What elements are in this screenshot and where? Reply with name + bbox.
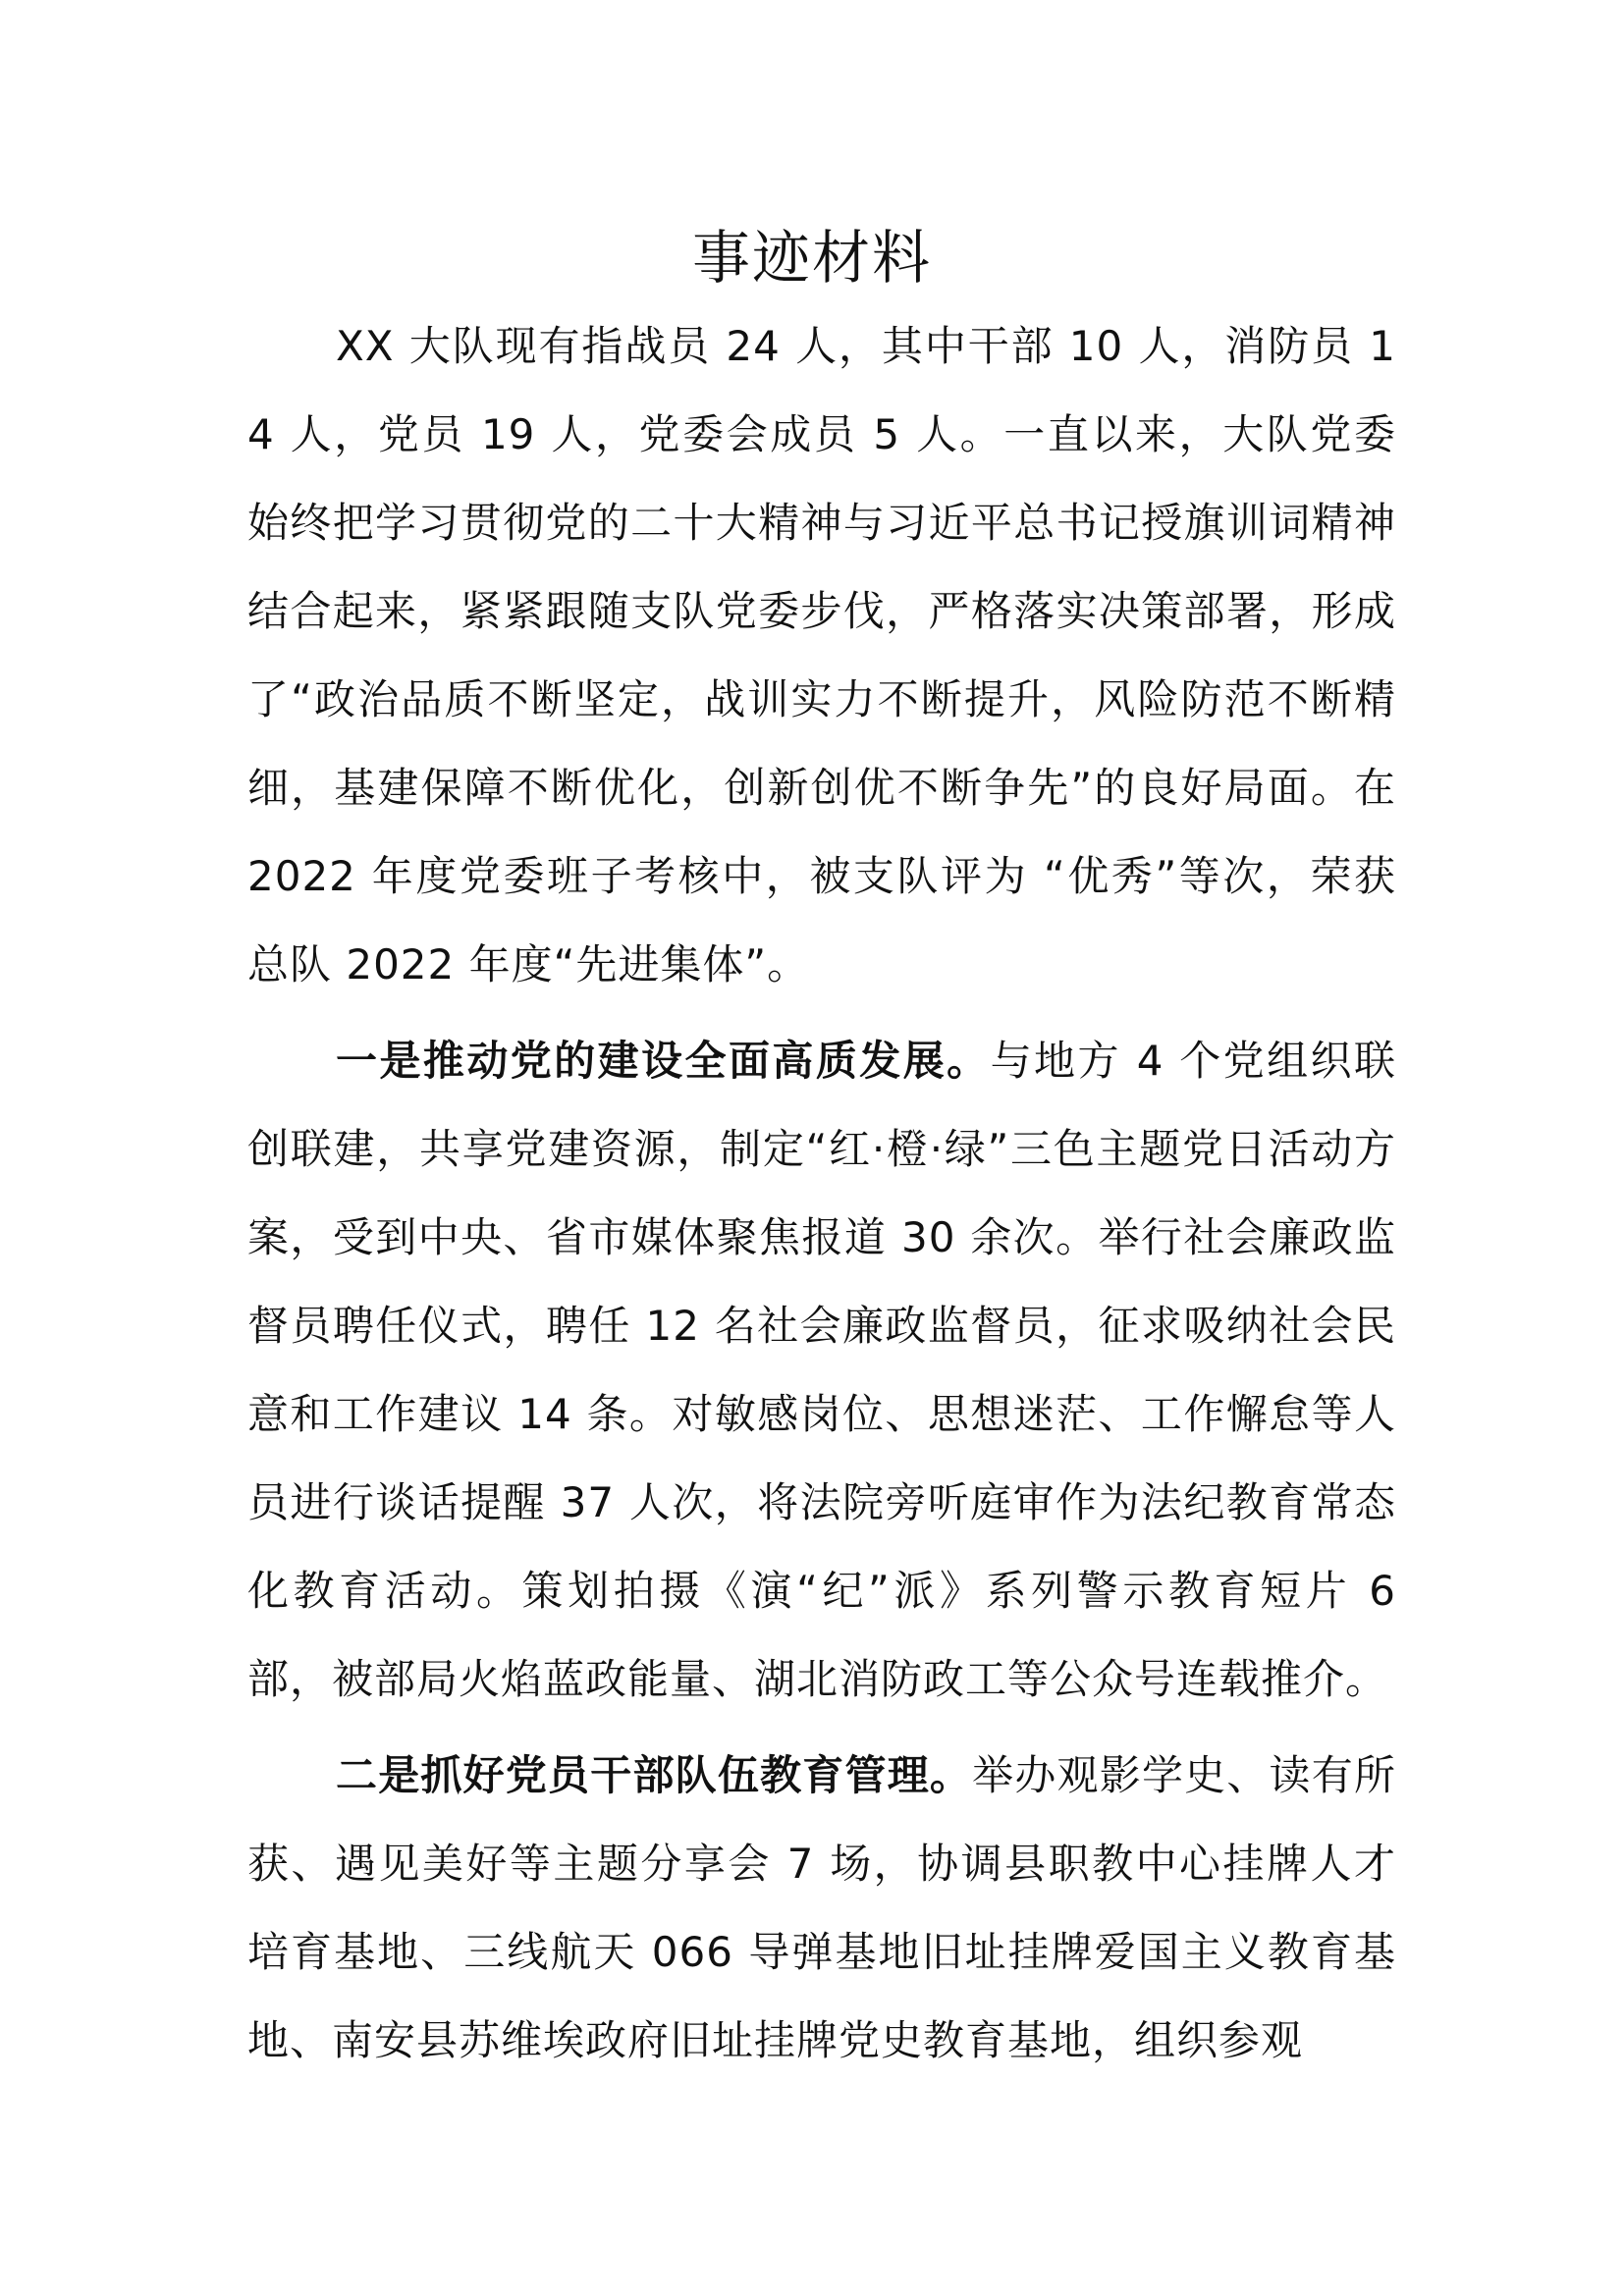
paragraph-intro-text: XX 大队现有指战员 24 人，其中干部 10 人，消防员 14 人，党员 19 人，党委会成员 5 人。一直以来，大队党委始终把学习贯彻党的二十大精神与习近平总书记授旗训词精神结合起来，紧紧跟随支队党委步伐，严格落实决策部署，形成了“政治品质不断坚定，战训实力不断提升，风险防范不断精细，基建保障不断优化，创新创优不断争先”的良好局面。在 2022 年度党委班子考核中，被支队评为 “优秀”等次，荣获总队 2022 年度“先进集体”。 [247, 322, 1396, 988]
paragraph-party-building-lead: 一是推动党的建设全面高质发展。 [336, 1037, 991, 1085]
document-body [247, 302, 1396, 2085]
document-title: 事迹材料 [691, 224, 932, 292]
paragraph-party-building-text: 与地方 4 个党组织联创联建，共享党建资源，制定“红·橙·绿”三色主题党日活动方案，受到中央、省市媒体聚焦报道 30 余次。举行社会廉政监督员聘任仪式，聘任 12 名社会廉政监督员，征求吸纳社会民意和工作建议 14 条。对敏感岗位、思想迷茫、工作懈怠等人员进行谈话提醒 37 人次，将法院旁听庭审作为法纪教育常态化教育活动。策划拍摄《演“纪”派》系列警示教育短片 6 部，被部局火焰蓝政能量、湖北消防政工等公众号连载推介。 [247, 1037, 1396, 1703]
paragraph-party-building [247, 1017, 1396, 1724]
paragraph-cadre-education-lead: 二是抓好党员干部队伍教育管理。 [336, 1751, 973, 1799]
paragraph-cadre-education-text: 举办观影学史、读有所获、遇见美好等主题分享会 7 场，协调县职教中心挂牌人才培育基地、三线航天 066 导弹基地旧址挂牌爱国主义教育基地、南安县苏维埃政府旧址挂牌党史教育基地，组织参观 [247, 1751, 1396, 2064]
paragraph-intro [247, 302, 1396, 1009]
paragraph-cadre-education [247, 1732, 1396, 2085]
